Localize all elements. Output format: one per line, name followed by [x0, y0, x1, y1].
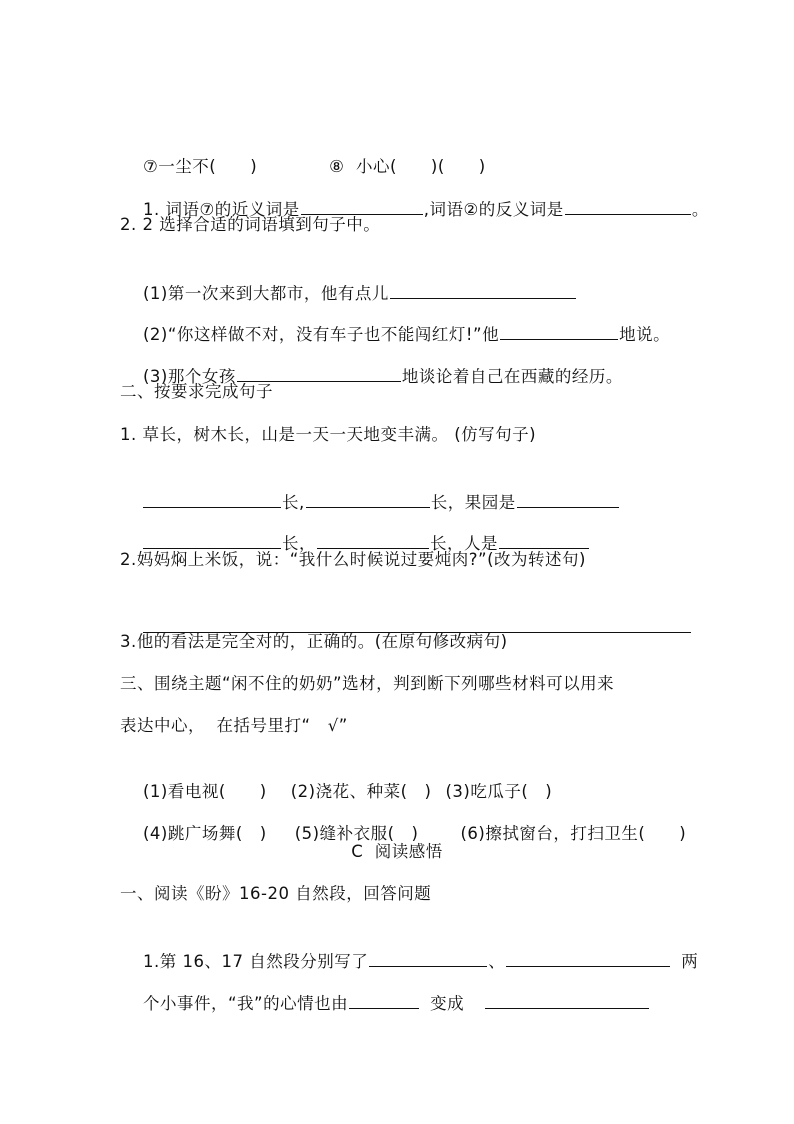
answer-blank-event-1[interactable] — [369, 948, 487, 967]
idiom-item-7: ⑦一尘不( ) — [142, 157, 258, 176]
option-mend-clothes[interactable]: (5)缝补衣服( ) — [294, 824, 419, 843]
imitate-answer-line-1: 长, 长，果园是 — [120, 465, 620, 539]
section-3-heading: 三、围绕主题“闲不住的奶奶”选材，判到断下列哪些材料可以用来 — [120, 674, 615, 693]
question-2-2-item-1: (1)第一次来到大都市，他有点儿 — [120, 256, 577, 330]
question-2-2-item-2: (2)“你这样做不对，没有车子也不能闯红灯!”他 地说。 — [120, 297, 670, 371]
answer-blank-item-2[interactable] — [500, 321, 618, 340]
answer-blank-event-2[interactable] — [506, 948, 670, 967]
question-2-2-heading: 2. 2 选择合适的词语填到句子中。 — [120, 215, 381, 234]
answer-blank-imitate-5[interactable] — [317, 530, 429, 549]
reading-question-1: 1.第 16、17 自然段分别写了 、 两 — [120, 924, 698, 998]
option-water-flowers[interactable]: (2)浇花、种菜( ) — [290, 782, 432, 801]
option-clean-window[interactable]: (6)擦拭窗台，打扫卫生( ) — [460, 824, 687, 843]
section-c-title: C 阅读感悟 — [351, 842, 443, 861]
imitate-answer-line-2: 长， 长，人是 — [120, 506, 590, 580]
option-eat-seeds[interactable]: (3)吃瓜子( ) — [445, 782, 553, 801]
answer-blank-imitate-4[interactable] — [143, 530, 281, 549]
section-3-heading-continued: 表达中心， 在括号里打“ √” — [120, 716, 348, 735]
section-2-heading: 二、按要求完成句子 — [120, 382, 273, 401]
question-indirect-speech: 2.妈妈焖上米饭，说：“我什么时候说过要炖肉?”(改为转述句) — [120, 550, 586, 569]
question-imitate-sentence: 1. 草长，树木长，山是一天一天地变丰满。 (仿写句子) — [120, 425, 537, 444]
question-fix-sentence: 3.他的看法是完全对的，正确的。(在原句修改病句) — [120, 632, 508, 651]
answer-blank-mood-from[interactable] — [349, 990, 419, 1009]
option-square-dance[interactable]: (4)跳广场舞( ) — [142, 824, 267, 843]
question-synonym-antonym: 1. 词语⑦的近义词是 ,词语②的反义词是 。 — [120, 172, 709, 246]
option-watch-tv[interactable]: (1)看电视( ) — [142, 782, 267, 801]
answer-blank-imitate-6[interactable] — [499, 530, 589, 549]
answer-blank-antonym[interactable] — [565, 196, 691, 215]
reading-heading: 一、阅读《盼》16-20 自然段，回答问题 — [120, 884, 432, 903]
reading-question-1-continued: 个小事件，“我”的心情也由 变成 — [120, 966, 650, 1040]
answer-blank-mood-to[interactable] — [485, 990, 649, 1009]
question-2-2-item-3: (3)那个女孩 地谈论着自己在西藏的经历。 — [120, 339, 623, 413]
idiom-item-8: ⑧ 小心( )( ) — [329, 157, 486, 176]
